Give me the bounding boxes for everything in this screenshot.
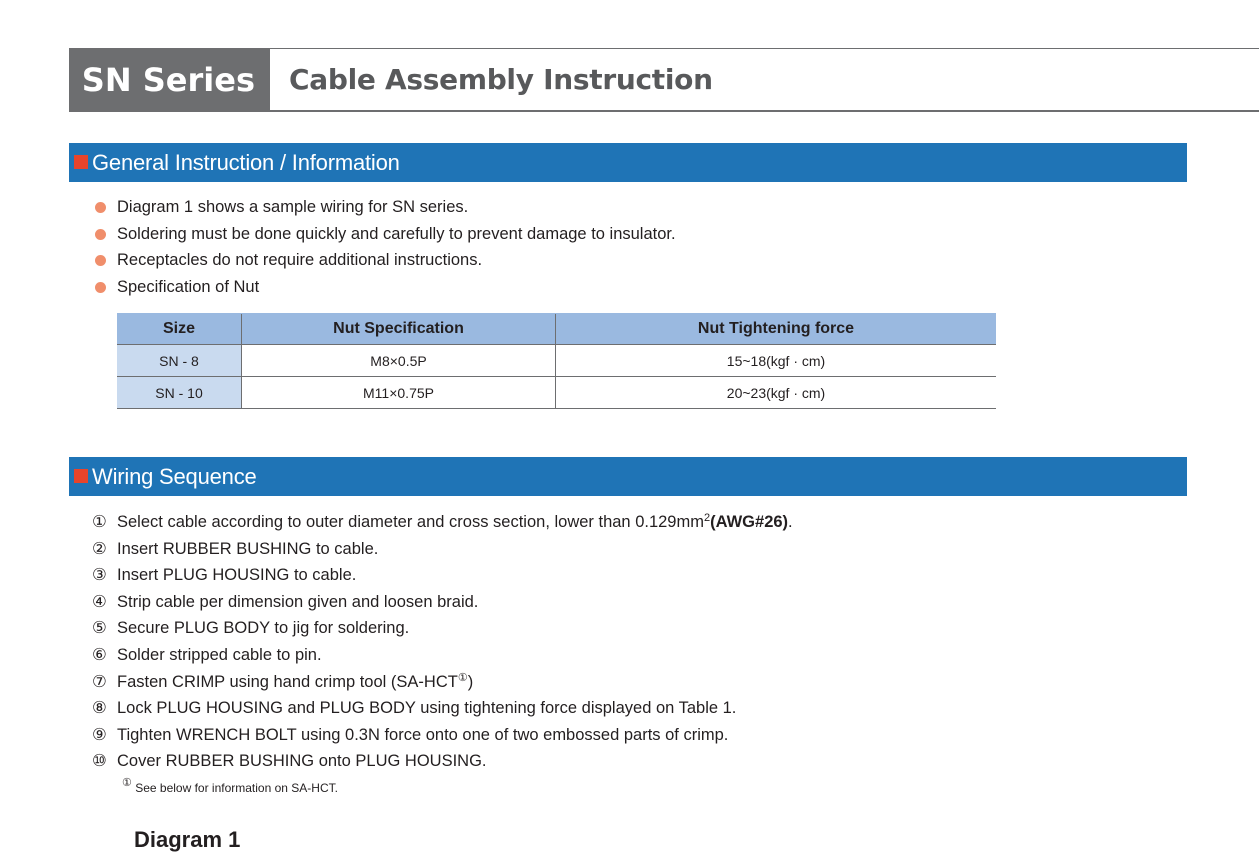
footnote-mark: ① xyxy=(122,777,132,789)
wiring-step xyxy=(92,536,793,563)
step-tail: . xyxy=(788,513,793,531)
wiring-step xyxy=(92,589,793,616)
bullet-item xyxy=(95,194,676,221)
wiring-step xyxy=(92,615,793,642)
page-title: Cable Assembly Instruction xyxy=(289,63,713,96)
wiring-step xyxy=(92,562,793,589)
bullet-dot-icon xyxy=(95,202,106,213)
section-square-icon xyxy=(74,469,88,483)
footnote xyxy=(122,777,338,795)
step-number: ③ xyxy=(92,566,107,585)
wiring-step xyxy=(92,669,793,696)
step-superscript: ① xyxy=(457,671,468,684)
general-section-heading: General Instruction / Information xyxy=(92,150,400,175)
bullet-item xyxy=(95,247,676,274)
wiring-step xyxy=(92,642,793,669)
step-text: Lock PLUG HOUSING and PLUG BODY using tightening force displayed on Table 1. xyxy=(117,699,737,718)
step-text: Solder stripped cable to pin. xyxy=(117,645,322,664)
step-number: ② xyxy=(92,539,107,558)
table-row xyxy=(117,377,996,409)
wiring-step xyxy=(92,695,793,722)
step-superscript: 2 xyxy=(703,512,711,524)
wiring-step-list xyxy=(92,509,793,775)
step-text: Select cable according to outer diameter and cross section, lower than 0.129mm xyxy=(117,513,704,531)
step-number: ⑥ xyxy=(92,645,107,664)
wiring-step xyxy=(92,748,793,775)
bullet-dot-icon xyxy=(95,255,106,266)
diagram-title: Diagram 1 xyxy=(134,827,241,852)
bullet-item xyxy=(95,221,676,248)
step-text: Cover RUBBER BUSHING onto PLUG HOUSING. xyxy=(117,752,487,771)
table-cell-size: SN - 8 xyxy=(117,345,242,377)
header-title-frame xyxy=(270,48,1259,112)
step-text: Insert PLUG HOUSING to cable. xyxy=(117,566,357,585)
step-text: Strip cable per dimension given and loosen braid. xyxy=(117,592,479,611)
table-cell-force: 15~18(kgf · cm) xyxy=(556,345,997,377)
nut-spec-table xyxy=(117,313,996,409)
wiring-section-bar xyxy=(69,457,1187,496)
bullet-text: Specification of Nut xyxy=(117,277,260,296)
step-number: ① xyxy=(92,513,107,531)
bullet-item xyxy=(95,274,676,301)
general-section-bar xyxy=(69,143,1187,182)
step-number: ⑤ xyxy=(92,619,107,638)
wiring-step xyxy=(92,509,793,536)
step-text: Secure PLUG BODY to jig for soldering. xyxy=(117,619,410,638)
step-tail: ) xyxy=(467,672,474,691)
table-cell-nut-spec: M8×0.5P xyxy=(242,345,556,377)
step-number: ⑧ xyxy=(92,699,107,718)
table-row xyxy=(117,345,996,377)
step-number: ④ xyxy=(92,592,107,611)
bullet-text: Receptacles do not require additional instructions. xyxy=(117,251,483,269)
bullet-dot-icon xyxy=(95,282,106,293)
general-bullet-list xyxy=(95,194,676,300)
section-square-icon xyxy=(74,155,88,169)
step-text: Insert RUBBER BUSHING to cable. xyxy=(117,539,379,558)
footnote-text: See below for information on SA-HCT. xyxy=(131,781,338,795)
col-header-size: Size xyxy=(117,314,242,345)
step-text: Fasten CRIMP using hand crimp tool (SA-HCT xyxy=(117,672,458,691)
col-header-nut-spec: Nut Specification xyxy=(242,314,556,345)
table-header-row xyxy=(117,314,996,345)
step-number: ⑨ xyxy=(92,725,107,744)
bullet-dot-icon xyxy=(95,229,106,240)
page-header xyxy=(69,48,1259,112)
step-text: Tighten WRENCH BOLT using 0.3N force onto one of two embossed parts of crimp. xyxy=(117,725,729,744)
wiring-step xyxy=(92,722,793,749)
table-cell-size: SN - 10 xyxy=(117,377,242,409)
series-name: SN Series xyxy=(69,48,270,112)
table-cell-force: 20~23(kgf · cm) xyxy=(556,377,997,409)
bullet-text: Diagram 1 shows a sample wiring for SN series. xyxy=(117,198,469,216)
step-bold-text: (AWG#26) xyxy=(710,513,789,531)
bullet-text: Soldering must be done quickly and carefully to prevent damage to insulator. xyxy=(117,224,676,243)
step-number: ⑦ xyxy=(92,672,107,691)
wiring-section-heading: Wiring Sequence xyxy=(92,464,257,489)
col-header-tightening-force: Nut Tightening force xyxy=(556,314,997,345)
step-number: ⑩ xyxy=(92,752,107,771)
table-cell-nut-spec: M11×0.75P xyxy=(242,377,556,409)
